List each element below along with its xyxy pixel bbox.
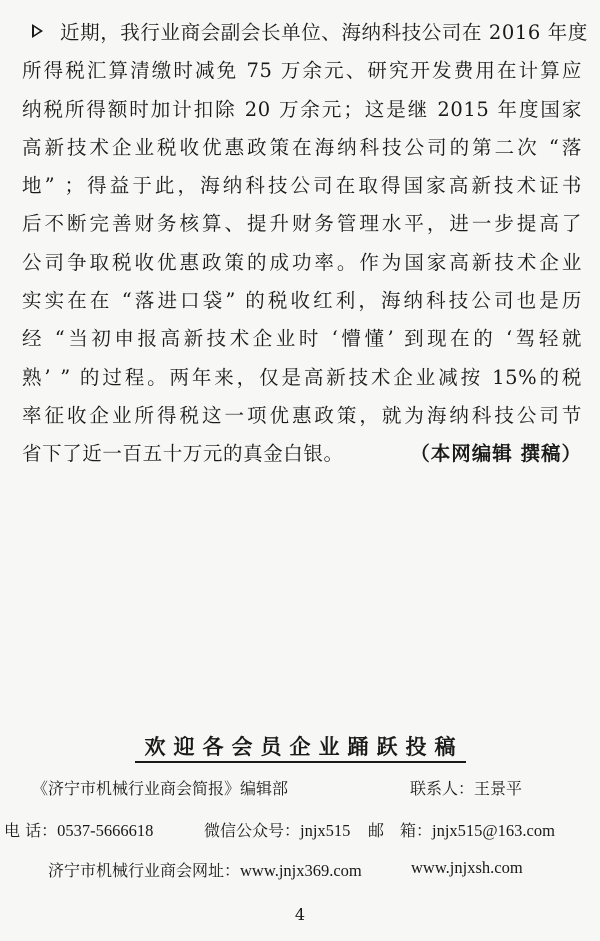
- article-line: 熟’ ” 的过程。两年来，仅是高新技术企业减按 15%的税: [22, 365, 582, 389]
- wechat-account: jnjx515: [300, 821, 351, 840]
- website-info: [48, 858, 362, 881]
- article-line: 率征收企业所得税这一项优惠政策，就为海纳科技公司节: [22, 403, 582, 427]
- website-link-2[interactable]: www.jnjxsh.com: [411, 858, 523, 877]
- website-info-2: [411, 858, 523, 878]
- email-info: [368, 818, 555, 841]
- article-line: 地” ；得益于此，海纳科技公司在取得国家高新技术证书: [22, 174, 582, 198]
- article-line: 纳税所得额时加计扣除 20 万余元；这是继 2015 年度国家: [22, 97, 582, 121]
- article-paragraph: [22, 14, 588, 474]
- article-line-text: 省下了近一百五十万元的真金白银。: [22, 442, 344, 466]
- article-line: 后不断完善财务核算、提升财务管理水平，进一步提高了: [22, 212, 582, 236]
- article-line: 实实在在 “落进口袋” 的税收红利，海纳科技公司也是历: [22, 289, 582, 313]
- article-line: 公司争取税收优惠政策的成功率。作为国家高新技术企业: [22, 250, 582, 274]
- contact-label: 联系人：: [410, 779, 475, 798]
- website-link-1[interactable]: www.jnjx369.com: [240, 861, 362, 880]
- article-credit: （本网编辑 撰稿）: [410, 442, 582, 466]
- email-address[interactable]: jnjx515@163.com: [432, 821, 555, 840]
- article-line: 所得税汇算清缴时减免 75 万余元、研究开发费用在计算应: [22, 59, 582, 83]
- wechat-info: [204, 818, 350, 841]
- phone-number: 0537-5666618: [57, 821, 154, 840]
- email-label: 邮 箱：: [368, 821, 433, 840]
- article-line: 近期，我行业商会副会长单位、海纳科技公司在 2016 年度: [60, 21, 588, 44]
- article-line-last: [22, 435, 582, 473]
- welcome-text: 欢迎各会员企业踊跃投稿: [135, 735, 466, 763]
- article-line: 经 “当初申报高新技术企业时 ‘懵懂’ 到现在的 ‘驾轻就: [22, 327, 582, 351]
- phone-info: [4, 818, 153, 841]
- contact-name: 王景平: [474, 779, 523, 798]
- contact-person: [410, 776, 522, 799]
- wechat-label: 微信公众号：: [204, 821, 301, 840]
- phone-label: 电 话：: [4, 821, 58, 840]
- welcome-heading: [0, 731, 600, 761]
- article-line: 高新技术企业税收优惠政策在海纳科技公司的第二次 “落: [22, 135, 582, 159]
- website-label: 济宁市机械行业商会网址：: [48, 861, 241, 880]
- editorial-department: 《济宁市机械行业商会简报》编辑部: [32, 779, 289, 798]
- page-number: 4: [294, 905, 306, 924]
